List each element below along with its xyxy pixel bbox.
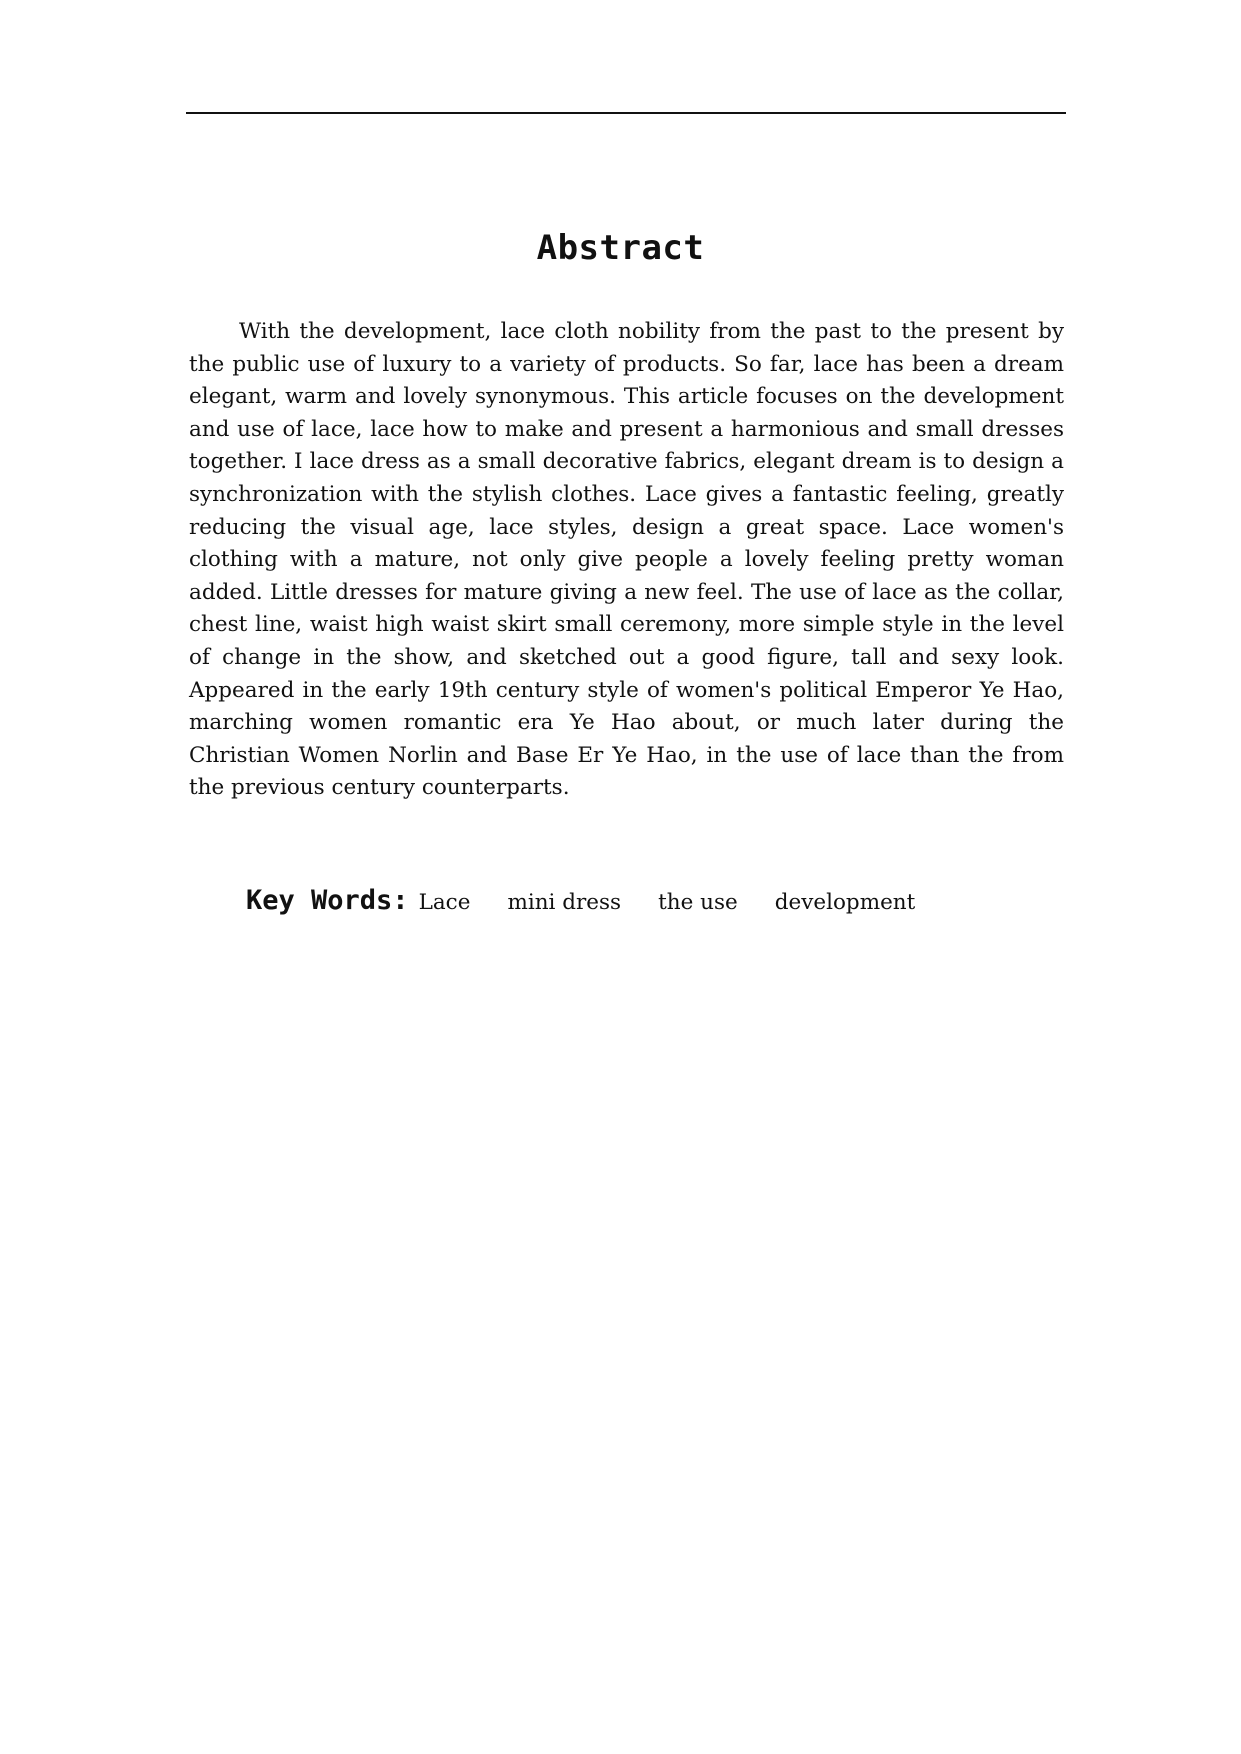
keyword: Lace (418, 890, 471, 915)
abstract-body: With the development, lace cloth nobility from the past to the present by the public use of luxury to a variety of products. So far, lace has been a dream elegant, warm and lovely synonymous. This article focuses on the development and use of lace, lace how to make and present a harmonious and small dresses together. I lace dress as a small decorative fabrics, elegant dream is to design a synchronization with the stylish clothes. Lace gives a fantastic feeling, greatly reducing the visual age, lace styles, design a great space. Lace women's clothing with a mature, not only give people a lovely feeling pretty woman added. Little dresses for mature giving a new feel. The use of lace as the collar, chest line, waist high waist skirt small ceremony, more simple style in the level of change in the show, and sketched out a good figure, tall and sexy look. Appeared in the early 19th century style of women's political Emperor Ye Hao, marching women romantic era Ye Hao about, or much later during the Christian Women Norlin and Base Er Ye Hao, in the use of lace than the from the previous century counterparts. (189, 319, 1064, 801)
abstract-title: Abstract (536, 228, 705, 268)
keyword: mini dress (507, 890, 622, 915)
keyword: development (774, 890, 916, 915)
keywords-line (246, 883, 952, 921)
header-rule (186, 112, 1066, 114)
keyword: the use (658, 890, 738, 915)
keywords-label: Key Words: (246, 885, 409, 916)
